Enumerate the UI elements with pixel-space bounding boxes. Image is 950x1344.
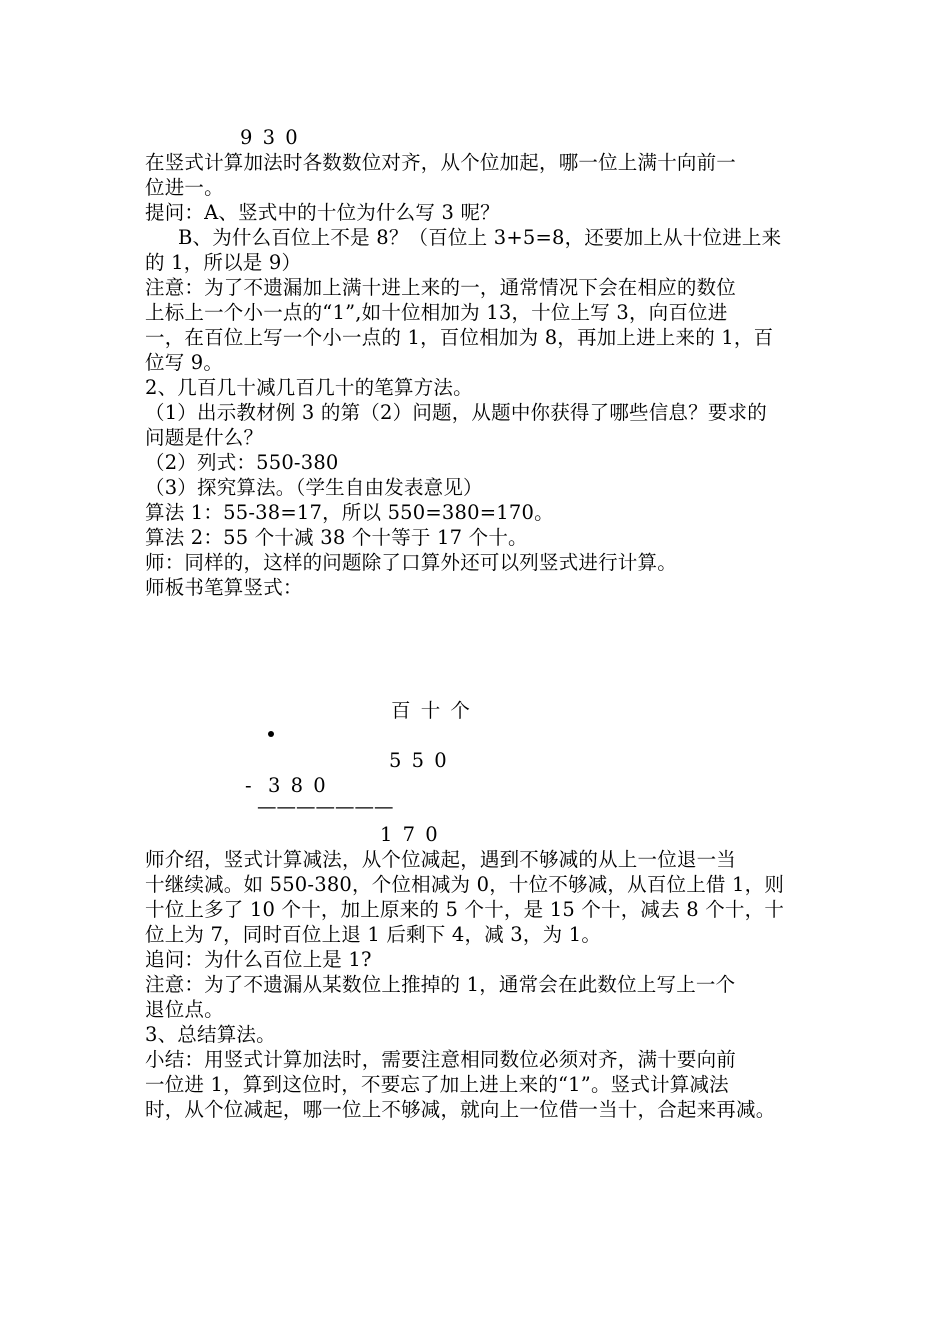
paragraph-line: 位上为 7，同时百位上退 1 后剩下 4，减 3，为 1。 (145, 923, 602, 946)
note-line: 注意：为了不遗漏从某数位上推掉的 1，通常会在此数位上写上一个 (145, 973, 736, 996)
paragraph-line: 师：同样的，这样的问题除了口算外还可以列竖式进行计算。 (145, 551, 677, 574)
paragraph-line: 在竖式计算加法时各数数位对齐，从个位加起，哪一位上满十向前一 (145, 151, 737, 174)
note-line: 一，在百位上写一个小一点的 1，百位相加为 8，再加上进上来的 1，百 (145, 326, 774, 349)
algorithm-1: 算法 1：55-38=17，所以 550=380=170。 (145, 501, 554, 524)
section-heading: 2、几百几十减几百几十的笔算方法。 (145, 376, 473, 399)
borrow-dot (268, 731, 274, 737)
paragraph-line: 师介绍，竖式计算减法，从个位减起，遇到不够减的从上一位退一当 (145, 848, 737, 871)
note-line: 位写 9。 (145, 351, 224, 374)
paragraph-line: （2）列式：550-380 (145, 451, 339, 474)
summary-line: 小结：用竖式计算加法时，需要注意相同数位必须对齐，满十要向前 (145, 1048, 737, 1071)
paragraph-line: （3）探究算法。（学生自由发表意见） (145, 476, 483, 499)
difference: 1 7 0 (380, 823, 440, 846)
note-line: 上标上一个小一点的“1”,如十位相加为 13，十位上写 3，向百位进 (145, 301, 728, 324)
paragraph-line: 的 1，所以是 9） (145, 251, 302, 274)
paragraph-line: 位进一。 (145, 176, 224, 199)
calc-rule: ——————— (257, 795, 394, 818)
paragraph-line: 十位上多了 10 个十，加上原来的 5 个十，是 15 个十，减去 8 个十，十 (145, 898, 785, 921)
note-line: 退位点。 (145, 998, 224, 1021)
addition-result: 9 3 0 (240, 126, 300, 149)
paragraph-line: （1）出示教材例 3 的第（2）问题，从题中你获得了哪些信息？要求的 (145, 401, 767, 424)
minuend: 5 5 0 (389, 749, 449, 772)
question-a: 提问：A、竖式中的十位为什么写 3 呢？ (145, 201, 500, 224)
place-value-header: 百 十 个 (391, 699, 472, 722)
minus-sign: - (245, 774, 252, 797)
algorithm-2: 算法 2：55 个十减 38 个十等于 17 个十。 (145, 526, 528, 549)
note-line: 注意：为了不遗漏加上满十进上来的一，通常情况下会在相应的数位 (145, 276, 737, 299)
summary-line: 时，从个位减起，哪一位上不够减，就向上一位借一当十，合起来再减。 (145, 1098, 776, 1121)
summary-line: 一位进 1，算到这位时，不要忘了加上进上来的“1”。竖式计算减法 (145, 1073, 729, 1096)
question-b: B、为什么百位上不是 8？（百位上 3+5=8，还要加上从十位进上来 (178, 226, 782, 249)
paragraph-line: 师板书笔算竖式： (145, 576, 303, 599)
subtrahend: 3 8 0 (268, 774, 328, 797)
paragraph-line: 十继续减。如 550-380，个位相减为 0，十位不够减，从百位上借 1，则 (145, 873, 785, 896)
section-heading: 3、总结算法。 (145, 1023, 276, 1046)
follow-up-question: 追问：为什么百位上是 1? (145, 948, 372, 971)
paragraph-line: 问题是什么？ (145, 426, 264, 449)
